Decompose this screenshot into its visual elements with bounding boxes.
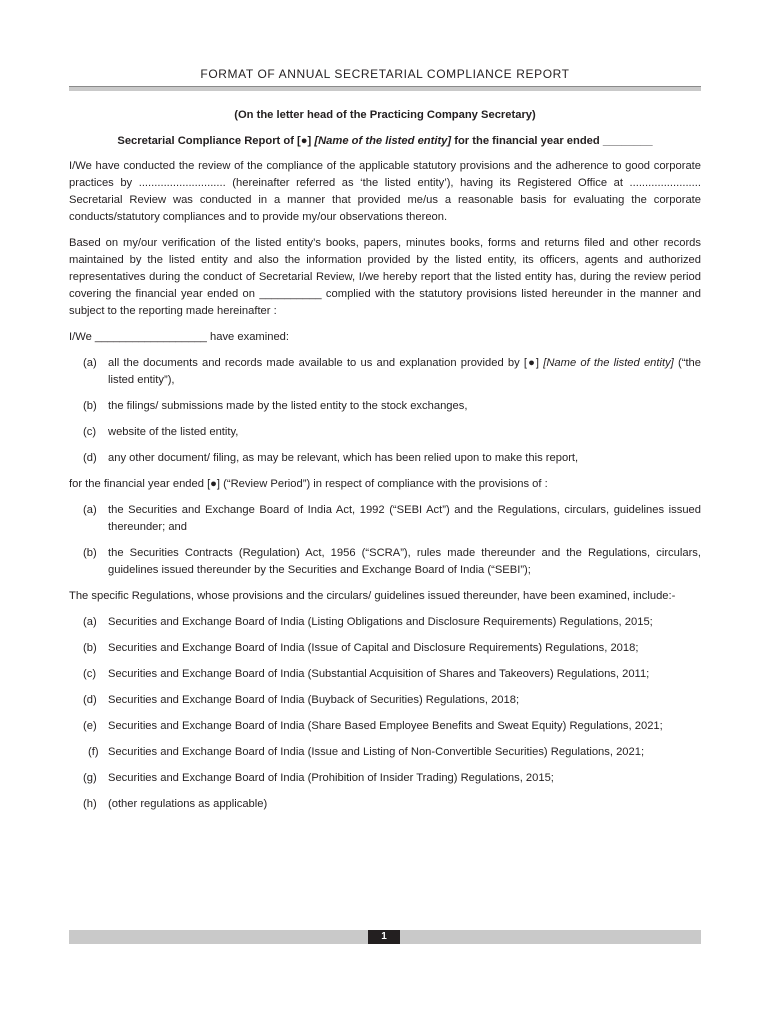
examined-list [69,355,701,467]
report-heading-pre: Secretarial Compliance Report of [●] [117,135,315,147]
list-marker: (d) [83,452,97,464]
examined-intro: I/We __________________ have examined: [69,331,289,343]
report-heading-post: for the financial year ended ________ [451,135,653,147]
list-item [69,424,701,441]
list-item-text: Securities and Exchange Board of India (Listing Obligations and Disclosure Requirements) Regulations, 2015; [108,616,653,628]
paragraph-review-conducted: I/We have conducted the review of the compliance of the applicable statutory provisions and the adherence to good corporate practices by ............................ (hereinafter referred as ‘the listed entity’), having its Registered Office at ....................... Secretarial Review was conducted in a manner that provided me/us a reasonable basis for evaluating the corporate conducts/statutory compliances and to provide my/our observations thereon. [69,160,701,223]
list-item [69,718,701,735]
paragraph-verification: Based on my/our verification of the listed entity’s books, papers, minutes books, forms and returns filed and other records maintained by the listed entity and also the information provided by the listed entity, its officers, agents and authorized representatives during the conduct of Secretarial Review, I/we hereby report that the listed entity has, during the review period covering the financial year ended on __________ complied with the statutory provisions listed hereunder in the manner and subject to the reporting made hereinafter : [69,237,701,317]
list-item-text: Securities and Exchange Board of India (Share Based Employee Benefits and Sweat Equity) Regulations, 2021; [108,720,663,732]
regulations-intro: The specific Regulations, whose provisions and the circulars/ guidelines issued thereunder, have been examined, include:- [69,590,676,602]
list-item-text: website of the listed entity, [108,426,239,438]
list-item-text: Securities and Exchange Board of India (Prohibition of Insider Trading) Regulations, 2015; [108,772,554,784]
letterhead-note: (On the letter head of the Practicing Company Secretary) [234,109,536,121]
list-item-text: Securities and Exchange Board of India (Buyback of Securities) Regulations, 2018; [108,694,520,706]
list-marker: (a) [83,616,97,628]
list-item-text: Securities and Exchange Board of India (Issue of Capital and Disclosure Requirements) Regulations, 2018; [108,642,639,654]
document-body [69,158,701,822]
list-marker: (f) [88,746,99,758]
report-heading-entity: [Name of the listed entity] [314,135,452,147]
list-marker: (c) [83,668,97,680]
list-item-text: all the documents and records made available to us and explanation provided by [●] [108,357,544,369]
list-item [69,770,701,787]
title-divider [69,86,701,91]
list-marker: (a) [83,504,97,516]
list-item [69,692,701,709]
period-intro: for the financial year ended [●] (“Review Period”) in respect of compliance with the provisions of : [69,478,548,490]
list-item-text: the Securities Contracts (Regulation) Act, 1956 (“SCRA”), rules made thereunder and the Regulations, circulars, guidelines issued thereunder by the Securities and Exchange Board of India (“SEBI”); [108,547,701,576]
regulations-list [69,614,701,813]
list-item [69,666,701,683]
list-marker: (b) [83,547,97,559]
list-marker: (h) [83,798,97,810]
list-item [69,398,701,415]
list-item [69,640,701,657]
list-marker: (e) [83,720,97,732]
list-marker: (d) [83,694,97,706]
list-marker: (c) [83,426,97,438]
list-marker: (b) [83,400,97,412]
list-item-text: (“the listed entity”), [108,357,701,386]
list-item [69,614,701,631]
list-marker: (a) [83,357,97,369]
list-item [69,450,701,467]
list-item-entity: [Name of the listed entity] [543,357,674,369]
list-item-text: (other regulations as applicable) [108,798,268,810]
report-heading [69,135,701,147]
document-title: FORMAT OF ANNUAL SECRETARIAL COMPLIANCE REPORT [200,67,570,81]
list-item [69,744,701,761]
period-list [69,502,701,579]
list-item-text: any other document/ filing, as may be relevant, which has been relied upon to make this report, [108,452,579,464]
list-marker: (b) [83,642,97,654]
list-item-text: Securities and Exchange Board of India (Substantial Acquisition of Shares and Takeovers) Regulations, 2011; [108,668,650,680]
page-number: 1 [368,930,400,944]
list-item-text: the filings/ submissions made by the listed entity to the stock exchanges, [108,400,468,412]
list-marker: (g) [83,772,97,784]
list-item [69,796,701,813]
list-item-text: the Securities and Exchange Board of India Act, 1992 (“SEBI Act”) and the Regulations, circulars, guidelines issued thereunder; and [108,504,701,533]
list-item [69,355,701,389]
list-item-text: Securities and Exchange Board of India (Issue and Listing of Non-Convertible Securities) Regulations, 2021; [108,746,645,758]
list-item [69,502,701,536]
list-item [69,545,701,579]
